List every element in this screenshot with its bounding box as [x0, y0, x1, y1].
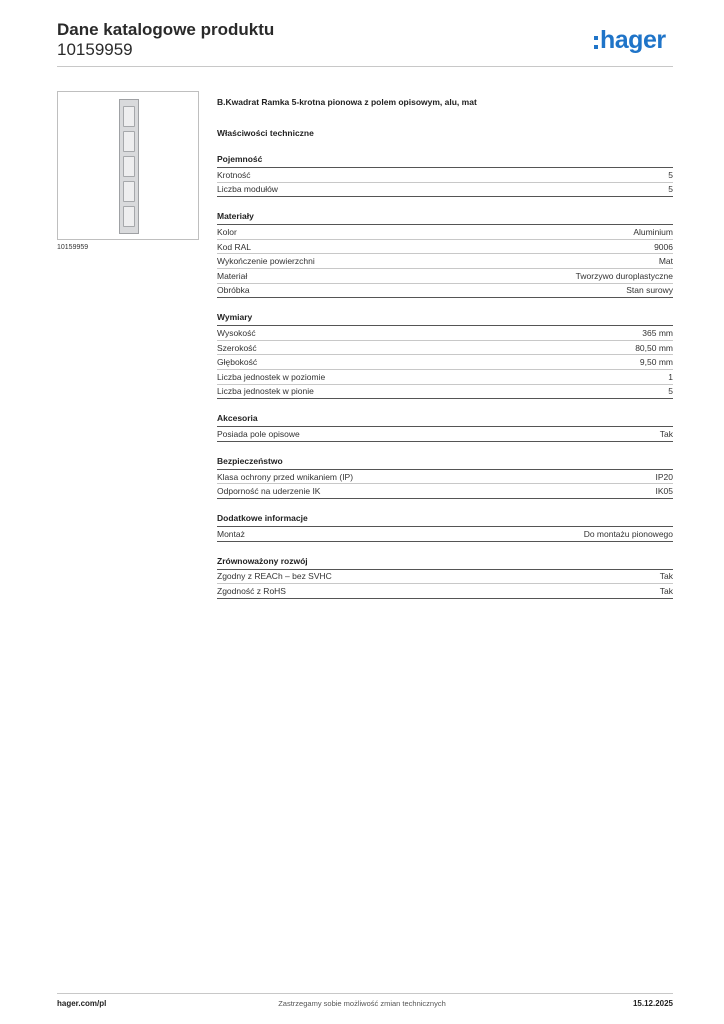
logo-colon-icon	[594, 36, 598, 49]
spec-value: 365 mm	[642, 327, 673, 338]
spec-label: Posiada pole opisowe	[217, 428, 300, 439]
spec-section	[217, 513, 673, 542]
spec-row	[217, 269, 673, 284]
spec-row	[217, 341, 673, 356]
spec-section	[217, 456, 673, 499]
spec-label: Liczba jednostek w pionie	[217, 386, 314, 397]
spec-label: Materiał	[217, 270, 248, 281]
spec-row	[217, 183, 673, 198]
spec-value: IP20	[655, 471, 673, 482]
spec-value: 9006	[654, 241, 673, 252]
page-title: Dane katalogowe produktu	[57, 20, 275, 39]
section-title: Zrównoważony rozwój	[217, 556, 673, 570]
frame-cell	[123, 106, 135, 127]
section-rows	[217, 570, 673, 599]
image-caption: 10159959	[57, 244, 89, 251]
spec-label: Obróbka	[217, 285, 250, 296]
spec-value: 9,50 mm	[639, 357, 673, 368]
section-title: Dodatkowe informacje	[217, 513, 673, 527]
spec-row	[217, 240, 673, 255]
section-rows	[217, 168, 673, 197]
section-title: Pojemność	[217, 154, 673, 168]
spec-label: Zgodność z RoHS	[217, 585, 286, 596]
spec-row	[217, 168, 673, 183]
spec-value: Tak	[659, 571, 673, 582]
footer-disclaimer: Zastrzegamy sobie możliwość zmian technicznych	[278, 999, 446, 1008]
spec-value: Tak	[659, 428, 673, 439]
spec-row	[217, 584, 673, 599]
spec-label: Liczba jednostek w poziomie	[217, 371, 326, 382]
spec-row	[217, 484, 673, 499]
spec-section	[217, 312, 673, 399]
section-rows	[217, 527, 673, 542]
spec-content	[217, 97, 673, 599]
spec-value: Tworzywo duroplastyczne	[575, 270, 673, 281]
frame-illustration	[119, 99, 139, 234]
spec-row	[217, 470, 673, 485]
spec-row	[217, 370, 673, 385]
frame-cell	[123, 156, 135, 177]
frame-cell	[123, 181, 135, 202]
section-title: Bezpieczeństwo	[217, 456, 673, 470]
header-divider	[57, 66, 673, 67]
hager-logo	[594, 26, 666, 55]
product-number: 10159959	[57, 40, 133, 59]
spec-row	[217, 385, 673, 400]
spec-label: Liczba modułów	[217, 184, 278, 195]
spec-value: 5	[668, 169, 673, 180]
spec-value: Stan surowy	[626, 285, 673, 296]
spec-sections	[217, 154, 673, 599]
spec-value: Mat	[658, 256, 673, 267]
footer-website[interactable]: hager.com/pl	[57, 999, 107, 1008]
spec-value: Aluminium	[633, 226, 673, 237]
spec-label: Głębokość	[217, 357, 258, 368]
frame-cell	[123, 131, 135, 152]
spec-row	[217, 570, 673, 585]
header	[57, 20, 274, 60]
spec-value: 1	[668, 371, 673, 382]
spec-label: Kod RAL	[217, 241, 252, 252]
spec-value: 80,50 mm	[635, 342, 673, 353]
section-rows	[217, 326, 673, 399]
spec-label: Kolor	[217, 226, 237, 237]
spec-row	[217, 225, 673, 240]
section-rows	[217, 427, 673, 442]
spec-value: Do montażu pionowego	[583, 528, 673, 539]
section-title: Materiały	[217, 211, 673, 225]
spec-label: Zgodny z REACh – bez SVHC	[217, 571, 332, 582]
spec-label: Szerokość	[217, 342, 257, 353]
spec-label: Krotność	[217, 169, 251, 180]
spec-value: IK05	[655, 486, 673, 497]
spec-row	[217, 527, 673, 542]
spec-row	[217, 254, 673, 269]
spec-row	[217, 427, 673, 442]
spec-value: 5	[668, 386, 673, 397]
spec-row	[217, 284, 673, 299]
spec-label: Klasa ochrony przed wnikaniem (IP)	[217, 471, 354, 482]
properties-title: Właściwości techniczne	[217, 128, 314, 138]
spec-section	[217, 154, 673, 197]
logo-text: hager	[600, 26, 666, 54]
frame-cell	[123, 206, 135, 227]
spec-section	[217, 211, 673, 298]
product-description: B.Kwadrat Ramka 5-krotna pionowa z polem opisowym, alu, mat	[217, 97, 477, 107]
spec-label: Montaż	[217, 528, 245, 539]
section-title: Akcesoria	[217, 413, 673, 427]
footer-divider	[57, 993, 673, 994]
section-title: Wymiary	[217, 312, 673, 326]
product-image	[57, 91, 199, 240]
spec-value: 5	[668, 184, 673, 195]
spec-label: Wysokość	[217, 327, 256, 338]
spec-label: Wykończenie powierzchni	[217, 256, 315, 267]
footer-date: 15.12.2025	[632, 999, 673, 1008]
spec-section	[217, 556, 673, 599]
section-rows	[217, 470, 673, 499]
spec-value: Tak	[659, 585, 673, 596]
spec-label: Odporność na uderzenie IK	[217, 486, 321, 497]
spec-row	[217, 355, 673, 370]
spec-row	[217, 326, 673, 341]
section-rows	[217, 225, 673, 298]
spec-section	[217, 413, 673, 442]
